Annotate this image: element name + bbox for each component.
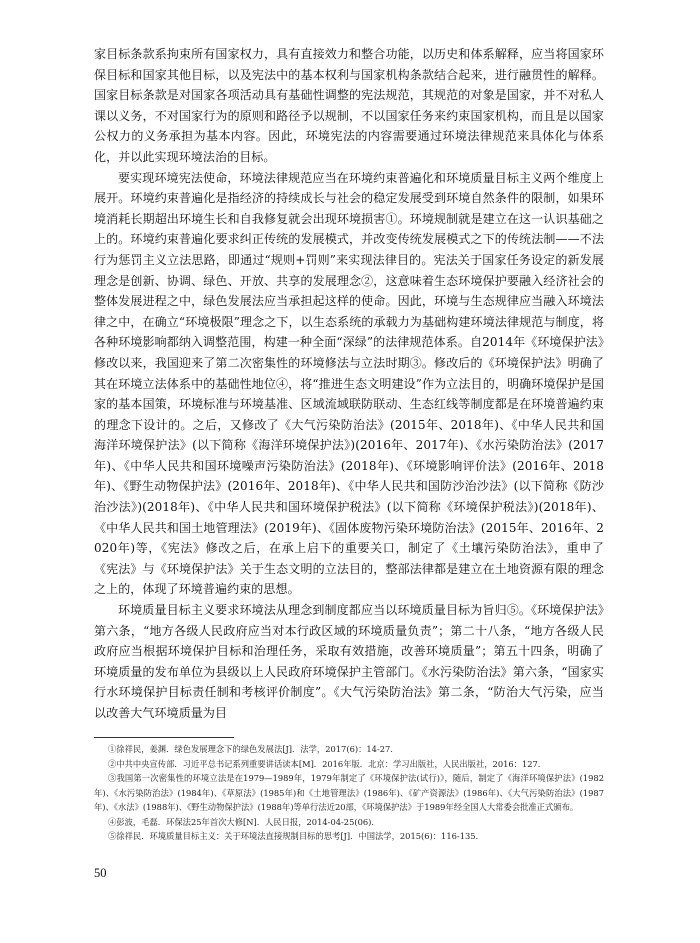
body-text bbox=[94, 44, 604, 724]
footnote: ③我国第一次密集性的环境立法是在1979—1989年，1979年制定了《环境保护法(试行)》，随后，制定了《海洋环境保护法》(1982年)、《水污染防治法》(1984年)、《草原法》(1985年)和《土地管理法》(1986年)、《矿产资源法》(1986年)、《大气污染防治法》(1987年)、《水法》(1988年)、《野生动物保护法》(1988年)等单行法近20部，《环境保护法》于1989年经全国人大常委会批准正式颁布。 bbox=[94, 773, 604, 812]
footnotes bbox=[94, 742, 604, 844]
paragraph: 要实现环境宪法使命，环境法律规范应当在环境约束普遍化和环境质量目标主义两个维度上展开。环境约束普遍化是指经济的持续成长与社会的稳定发展受到环境自然条件的限制，如果环境消耗长期超出环境生长和自我修复就会出现环境损害①。环境规制就是建立在这一认识基础之上的。环境约束普遍化要求纠正传统的发展模式，并改变传统发展模式之下的传统法制——不法行为惩罚主义立法思路，即通过“规则+罚则”来实现法律目的。宪法关于国家任务设定的新发展理念是创新、协调、绿色、开放、共享的发展理念②，这意味着生态环境保护要融入经济社会的整体发展进程之中，绿色发展法应当承担起这样的使命。因此，环境与生态规律应当融入环境法律之中，在确立“环境极限”理念之下，以生态系统的承载力为基础构建环境法律规范与制度，将各种环境影响都纳入调整范围，构建一种全面“深绿”的法律规范体系。自2014年《环境保护法》修改以来，我国迎来了第二次密集性的环境修法与立法时期③。修改后的《环境保护法》明确了其在环境立法体系中的基础性地位④，将“推进生态文明建设”作为立法目的，明确环境保护是国家的基本国策，环境标准与环境基准、区域流域联防联动、生态红线等制度都是在环境普遍约束的理念下设计的。之后，又修改了《大气污染防治法》(2015年、2018年)、《中华人民共和国海洋环境保护法》(以下简称《海洋环境保护法》)(2016年、2017年)、《水污染防治法》(2017年)、《中华人民共和国环境噪声污染防治法》(2018年)、《环境影响评价法》(2016年、2018年)、《野生动物保护法》(2016年、2018年)、《中华人民共和国防沙治沙法》(以下简称《防沙治沙法》)(2018年)、《中华人民共和国环境保护税法》(以下简称《环境保护税法》)(2018年)、《中华人民共和国土地管理法》(2019年)、《固体废物污染环境防治法》(2015年、2016年、2020年)等，《宪法》修改之后，在承上启下的重要关口，制定了《土壤污染防治法》，重申了《宪法》与《环境保护法》关于生态文明的立法目的，整部法律都是建立在土地资源有限的理念之上的，体现了环境普遍约束的思想。 bbox=[94, 170, 604, 597]
footnote: ④彭波，毛磊．环保法25年首次大修[N]．人民日报，2014-04-25(06). bbox=[108, 816, 375, 827]
footnote: ①徐祥民，姜渊．绿色发展理念下的绿色发展法[J]．法学，2017(6)：14-27. bbox=[108, 744, 393, 754]
page-number: 50 bbox=[94, 866, 107, 880]
footnote-divider bbox=[94, 737, 234, 738]
footnote: ⑤徐祥民．环境质量目标主义：关于环境法直接规制目标的思考[J]．中国法学，2015(6)：116-135. bbox=[108, 831, 479, 841]
paragraph: 家目标条款系拘束所有国家权力，具有直接效力和整合功能，以历史和体系解释，应当将国家环保目标和国家其他目标，以及宪法中的基本权利与国家机构条款结合起来，进行融贯性的解释。国家目标条款是对国家各项活动具有基础性调整的宪法规范，其规范的对象是国家，并不对私人课以义务，不对国家行为的原则和路径予以规制，不以国家任务来约束国家机构，而且是以国家公权力的义务承担为基本内容。因此，环境宪法的内容需要通过环境法律规范来具体化与体系化，并以此实现环境法治的目标。 bbox=[94, 47, 604, 164]
footnote: ②中共中央宣传部．习近平总书记系列重要讲话读本[M]．2016年版．北京：学习出版社，人民出版社，2016：127. bbox=[108, 758, 541, 769]
paragraph: 环境质量目标主义要求环境法从理念到制度都应当以环境质量目标为旨归⑤。《环境保护法》第六条，“地方各级人民政府应当对本行政区域的环境质量负责”；第二十八条，“地方各级人民政府应当根据环境保护目标和治理任务，采取有效措施，改善环境质量”；第五十四条，明确了环境质量的发布单位为县级以上人民政府环境保护主管部门。《水污染防治法》第六条，“国家实行水环境保护目标责任制和考核评价制度”。《大气污染防治法》第二条，“防治大气污染，应当以改善大气环境质量为目 bbox=[94, 603, 604, 720]
